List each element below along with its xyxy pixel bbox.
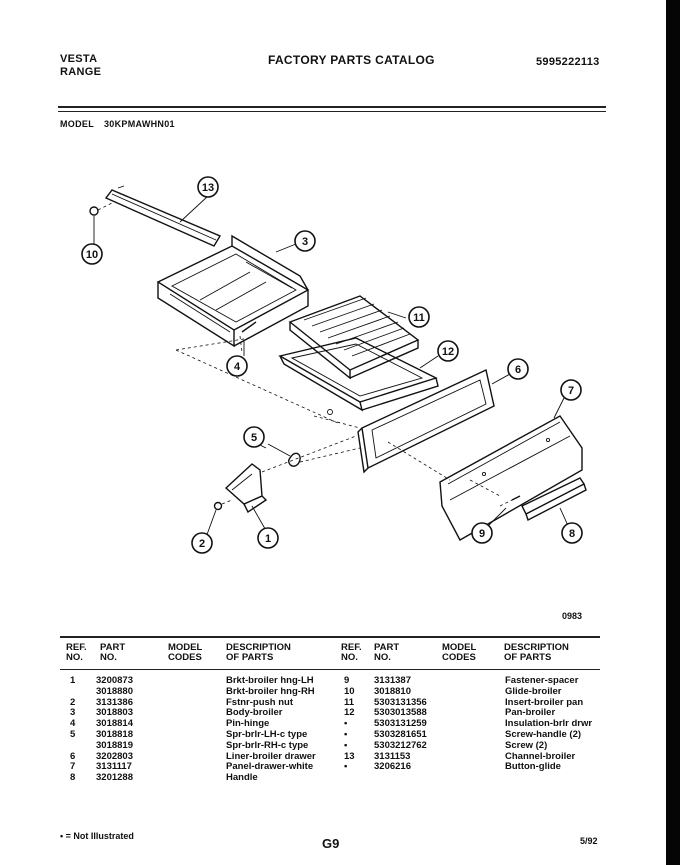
- assembly-guide-lines: [176, 338, 500, 496]
- catalog-number: 5995222113: [536, 56, 600, 68]
- header-part-left: PART NO.: [100, 642, 126, 663]
- table-cell: Fastener-spacer: [505, 675, 579, 686]
- callout-12: [438, 341, 458, 361]
- callout-label: 5: [250, 432, 258, 444]
- callout-label: 2: [198, 538, 206, 550]
- table-cell: 3018814: [96, 718, 133, 730]
- table-cell: 5303131259: [374, 718, 427, 730]
- table-cell: 4: [70, 718, 76, 730]
- table-cell: 2: [70, 696, 76, 708]
- table-cell: 7: [70, 761, 76, 773]
- callout-4: [227, 356, 247, 376]
- header-ref-left: REF. NO.: [66, 642, 87, 663]
- model-label: MODEL: [60, 119, 94, 129]
- callout-8: [562, 523, 582, 543]
- table-cell: 3201288: [96, 772, 133, 784]
- revision-date: 5/92: [580, 836, 598, 846]
- table-cell: 5: [70, 728, 76, 740]
- table-cell: [70, 687, 75, 698]
- callout-label: 12: [441, 346, 455, 358]
- table-cell: 5303212762: [374, 739, 427, 751]
- callout-label: 4: [233, 361, 241, 373]
- table-cell: •: [344, 728, 348, 740]
- table-cell: Insert-broiler pan: [505, 696, 584, 708]
- table-cell: 3131387: [374, 675, 411, 686]
- table-cell: 3131386: [96, 696, 133, 708]
- table-cell: 10: [344, 685, 355, 697]
- table-cell: Body-broiler: [226, 707, 283, 719]
- table-cell: 8: [70, 772, 76, 784]
- callout-2: [192, 533, 212, 553]
- callout-label: 1: [264, 533, 272, 545]
- callout-1: [258, 528, 278, 548]
- table-cell: Screw-handle (2): [505, 728, 582, 740]
- table-cell: Panel-drawer-white: [226, 761, 314, 773]
- header-desc-right: DESCRIPTION OF PARTS: [504, 642, 569, 663]
- callout-label: 9: [478, 528, 486, 540]
- table-cell: Insulation-brlr drwr: [505, 718, 593, 730]
- spring-part: [268, 444, 300, 466]
- table-cell: Spr-brlr-RH-c type: [226, 739, 309, 751]
- table-cell: 3018818: [96, 728, 133, 740]
- callout-label: 6: [514, 364, 522, 376]
- table-cell: 3018803: [96, 707, 133, 719]
- table-cell: Spr-brlr-LH-c type: [226, 728, 308, 740]
- glide-part: [90, 203, 112, 215]
- callout-7: [561, 380, 581, 400]
- table-cell: [70, 741, 75, 752]
- callout-label: 3: [301, 236, 309, 248]
- table-cell: Glide-broiler: [505, 685, 562, 697]
- table-cell: Screw (2): [505, 739, 548, 751]
- table-cell: 3131153: [374, 750, 411, 762]
- right-ref-column: [344, 676, 355, 773]
- right-desc-column: [505, 676, 592, 773]
- header-desc-left: DESCRIPTION OF PARTS: [226, 642, 291, 663]
- appliance-type: RANGE: [60, 66, 102, 78]
- callout-label: 13: [201, 182, 215, 194]
- table-cell: 3018810: [374, 685, 411, 697]
- callout-5: [244, 427, 264, 447]
- table-cell: 3131117: [96, 761, 132, 773]
- table-cell: 3202803: [96, 750, 133, 762]
- left-ref-column: [70, 676, 75, 784]
- not-illustrated-note: • = Not Illustrated: [60, 831, 134, 841]
- drawer-liner-part: [358, 370, 494, 472]
- header-codes-right: MODEL CODES: [442, 642, 477, 663]
- right-part-column: [374, 676, 427, 773]
- catalog-title: FACTORY PARTS CATALOG: [268, 53, 435, 67]
- drawer-panel-part: [440, 416, 582, 540]
- table-cell: •: [344, 739, 348, 751]
- hinge-bracket-part: [226, 464, 266, 512]
- table-cell: Brkt-broiler hng-RH: [226, 685, 315, 697]
- callout-6: [508, 359, 528, 379]
- table-cell: 6: [70, 750, 76, 762]
- callout-3: [295, 231, 315, 251]
- model-number: 30KPMAWHN01: [104, 119, 175, 129]
- table-cell: Pan-broiler: [505, 707, 556, 719]
- table-cell: Liner-broiler drawer: [226, 750, 316, 762]
- page-number: G9: [322, 836, 340, 851]
- table-cell: Fstnr-push nut: [226, 696, 294, 708]
- table-cell: 3200873: [96, 675, 133, 686]
- table-cell: 3018819: [96, 739, 133, 751]
- table-header-rule: [60, 669, 600, 670]
- table-cell: Handle: [226, 772, 258, 784]
- brand-name: VESTA: [60, 53, 98, 65]
- header-part-right: PART NO.: [374, 642, 400, 663]
- hinge-pin-part: [240, 322, 256, 352]
- callout-10: [82, 244, 102, 264]
- left-desc-column: [226, 676, 316, 784]
- table-cell: 13: [344, 750, 355, 762]
- table-cell: Channel-broiler: [505, 750, 576, 762]
- table-cell: 11: [344, 696, 355, 708]
- callout-leaders: [94, 196, 570, 540]
- callout-label: 11: [413, 312, 425, 324]
- table-cell: Pin-hinge: [226, 718, 270, 730]
- left-part-column: [96, 676, 133, 784]
- table-cell: 3018880: [96, 685, 133, 697]
- callout-9: [472, 523, 492, 543]
- table-cell: Button-glide: [505, 761, 561, 773]
- push-nut-part: [215, 500, 233, 510]
- table-cell: 12: [344, 707, 355, 719]
- table-cell: •: [344, 761, 348, 773]
- table-cell: 1: [70, 675, 76, 686]
- header-ref-right: REF. NO.: [341, 642, 362, 663]
- table-cell: •: [344, 718, 348, 730]
- table-cell: Brkt-broiler hng-LH: [226, 675, 314, 686]
- figure-code: 0983: [562, 611, 583, 621]
- header-codes-left: MODEL CODES: [168, 642, 203, 663]
- callout-label: 8: [568, 528, 576, 540]
- table-cell: 5303281651: [374, 728, 427, 740]
- spacer-part: [500, 496, 520, 506]
- callout-label: 7: [567, 385, 575, 397]
- callout-13: [198, 177, 218, 197]
- broiler-body-part: [158, 236, 308, 346]
- table-cell: 5303131356: [374, 696, 427, 708]
- callout-11: [409, 307, 429, 327]
- table-cell: 9: [344, 675, 350, 686]
- table-cell: 3: [70, 707, 76, 719]
- table-cell: 3206216: [374, 761, 411, 773]
- table-cell: 5303013588: [374, 707, 427, 719]
- table-top-rule: [60, 636, 600, 638]
- callout-label: 10: [85, 249, 99, 261]
